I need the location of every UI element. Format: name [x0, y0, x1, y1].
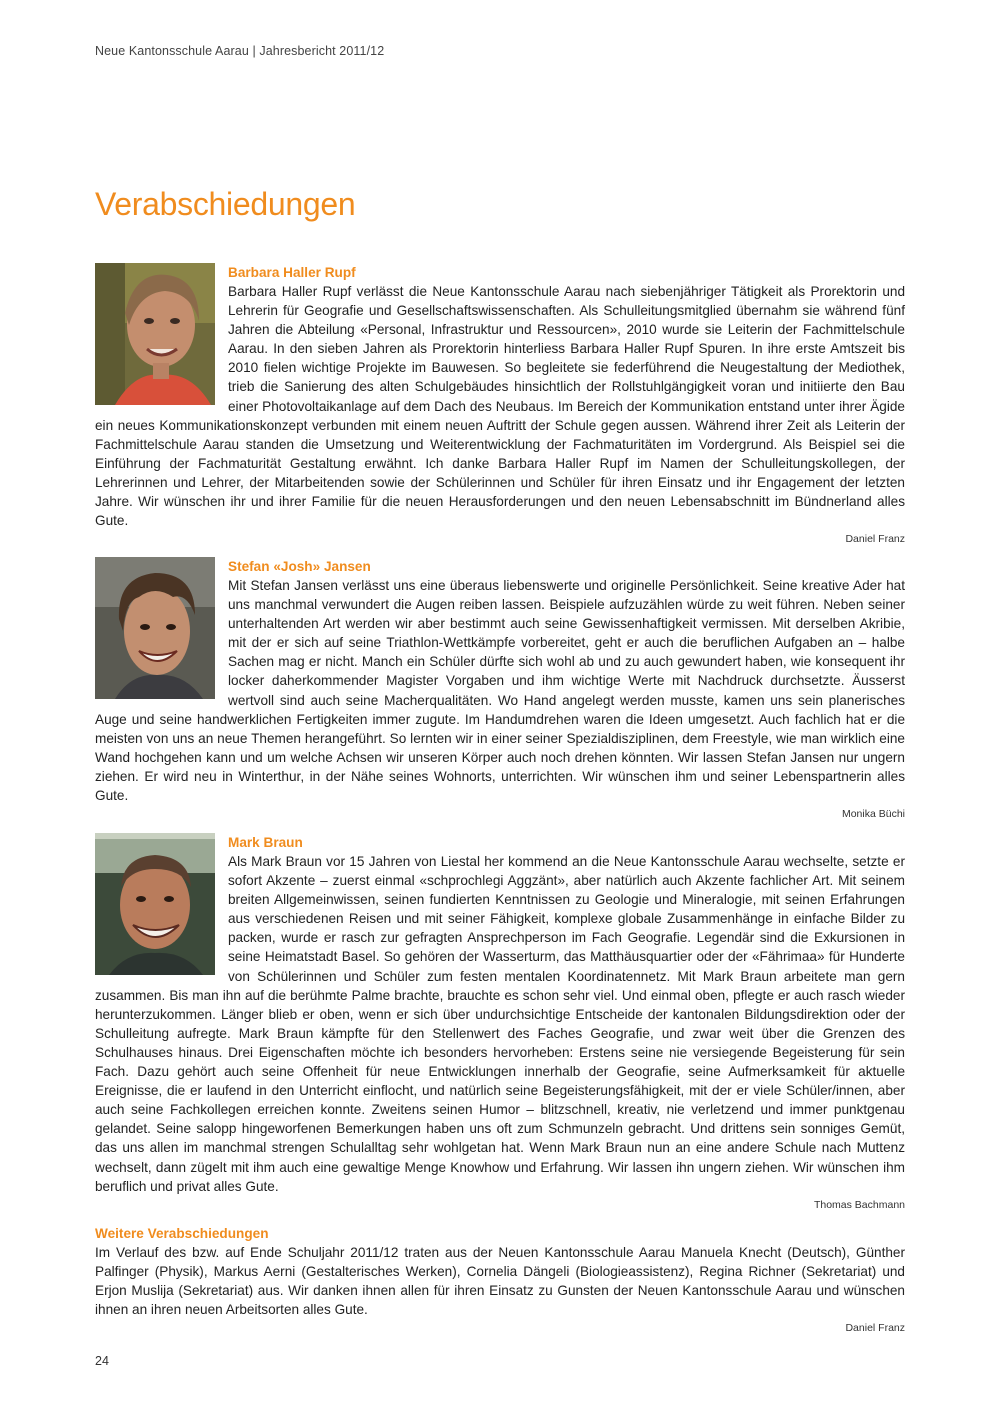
further-text: Im Verlauf des bzw. auf Ende Schuljahr 2011/12 traten aus der Neuen Kantonsschule Aarau Manuela Knecht (Deutsch), Günther Palfinger (Physik), Markus Aerni (Gestalterisches Werken), Cornelia Dängeli (Biologieassistenz), Regina Richner (Sekretariat) und Erjon Muslija (Sekretariat) aus. Wir danken ihnen allen für ihren Einsatz zu Gunsten der Neuen Kantonsschule Aarau und wünschen ihnen an ihren neuen Arbeitsorten alles Gute. [95, 1245, 905, 1318]
entry-name: Barbara Haller Rupf [228, 265, 356, 280]
signature: Monika Büchi [841, 808, 905, 821]
farewell-entry [95, 833, 905, 1211]
entry-name: Mark Braun [228, 835, 303, 850]
page-number: 24 [95, 1354, 109, 1368]
entry-text: Als Mark Braun vor 15 Jahren von Liestal her kommend an die Neue Kantonsschule Aarau wechselte, setzte er sofort Akzente – zuerst einmal «schprochlegi Aggzänt», aber natürlich auch Akzente fachlicher Art. Mit seinem breiten Allgemeinwissen, seinen fundierten Kenntnissen zu Geologie und Mineralogie, mit seinen Erfahrungen aus verschiedenen Reisen und mit seiner Fähigkeit, komplexe globale Zusammenhänge in einfache Bilder zu packen, wurde er rasch zur gefragten Ansprechperson im Fach Geografie. Legendär sind die Exkursionen in seine Heimatstadt Basel. So gehören der Wasserturm, das Matthäusquartier oder der «Fährimaa» für Hunderte von Schülerinnen und Schüler zum festen mentalen Koordinatennetz. Mit Mark Braun arbeitete man gern zusammen. Bis man ihn auf die berühmte Palme brachte, brauchte es schon sehr viel. Und einmal oben, pflegte er auch rasch wieder herunterzukommen. Länger blieb er oben, wenn er sich über undurchsichtige Entscheide der kantonalen Bildungsdirektion oder der Schulleitung aufregte. Mark Braun kämpfte für den Stellenwert des Faches Geografie, und zwar weit über die Grenzen des Schulhauses hinaus. Drei Eigenschaften möchte ich besonders hervorheben: Erstens seine nie versiegende Begeisterung für sein Fach. Dazu gehört auch seine Offenheit für neue Entwicklungen innerhalb der Geografie, seine Aufmerksamkeit für aktuelle Ereignisse, die er laufend in den Unterricht einflocht, und natürlich seine Begeisterungsfähigkeit, mit der er viele Schüler/innen, aber auch seine Fachkollegen erreichen konnte. Zweitens seinen Humor – blitzschnell, kreativ, nie verletzend und immer punktgenau gelandet. Seine salopp hingeworfenen Bemerkungen haben uns oft zum Schmunzeln gebracht. Und drittens sein sonniges Gemüt, das uns allen im manchmal strengen Schulalltag sehr wohlgetan hat. Wenn Mark Braun nun an eine andere Schule nach Muttenz wechselt, dann zügelt mit ihm auch eine gewaltige Menge Knowhow und Erfahrung. Wir lassen ihn ungern ziehen. Wir wünschen ihm beruflich und privat alles Gute. [95, 854, 905, 1194]
portrait-photo [95, 557, 215, 699]
signature: Thomas Bachmann [813, 1198, 905, 1211]
signature: Daniel Franz [845, 1322, 905, 1335]
further-farewells [95, 1224, 905, 1334]
signature: Daniel Franz [845, 533, 905, 546]
entry-text: Barbara Haller Rupf verlässt die Neue Kantonsschule Aarau nach siebenjähriger Tätigkeit als Prorektorin und Lehrerin für Geografie und Gesellschaftswissenschaften. Als Schulleitungsmitglied übernahm sie während fünf Jahren die Abteilung «Personal, Infrastruktur und Ressourcen», 2010 wurde sie Leiterin der Fachmittelschule Aarau. In den sieben Jahren als Prorektorin hinterliess Barbara Haller Rupf Spuren. In ihre erste Amtszeit bis 2010 fielen wichtige Projekte im Bauwesen. So begleitete sie federführend die Neugestaltung der Mediothek, trieb die Sanierung des alten Schulgebäudes hinsichtlich der Rollstuhlgängigkeit voran und initiierte den Bau einer Photovoltaikanlage auf dem Dach des Neubaus. Im Bereich der Kommunikation entstand unter ihrer Ägide ein neues Kommunikationskonzept verbunden mit einem neuen Auftritt der Schule gegen aussen. Während ihrer Zeit als Leiterin der Fachmittelschule Aarau standen die Umsetzung und Weiterentwicklung der Fachmaturitäten im Vordergrund. Als Beispiel sei die Einführung der Fachmaturität Gestaltung erwähnt. Ich danke Barbara Haller Rupf im Namen der Schulleitungskollegen, der Lehrerinnen und Lehrer, der Mitarbeitenden sowie der Schülerinnen und Schüler für ihren Einsatz und ihr Engagement der letzten Jahre. Wir wünschen ihr und ihrer Familie für die neuen Herausforderungen und den neuen Lebensabschnitt im Bündnerland alles Gute. [95, 284, 905, 529]
entry-text: Mit Stefan Jansen verlässt uns eine überaus liebenswerte und originelle Persönlichkeit. Seine kreative Ader hat uns manchmal verwundert die Augen reiben lassen. Beispiele aufzuzählen würde zu weit führen. Neben seiner unterhaltenden Art werden wir aber bestimmt auch seine Gewissenhaftigkeit vermissen. Mit derselben Akribie, mit der er sich auf seine Triathlon-Wettkämpfe vorbereitet, geht er auch die beruflichen Aufgaben an – halbe Sachen mag er nicht. Manch ein Schüler dürfte sich wohl ab und zu auch gewundert haben, wie konsequent ihr locker daherkommender Magister Vorgaben und ihm wichtige Werte mit Nachdruck durchsetzte. Äusserst wertvoll sind auch seine Macherqualitäten. Wo Hand angelegt werden musste, kamen uns sein planerisches Auge und seine handwerklichen Fertigkeiten immer zugute. Im Handumdrehen waren die Ideen umgesetzt. Auch fachlich hat er die meisten von uns an neue Themen herangeführt. So lernten wir in einer seiner Spezialdisziplinen, dem Freestyle, wie man wirklich eine Wand hochgehen kann und um welche Achsen wir unseren Körper auch noch drehen könnten. Wir lassen Stefan Jansen nur ungern ziehen. Er wird neu in Winterthur, in der Nähe seines Wohnorts, unterrichten. Wir wünschen ihm und seiner Lebenspartnerin alles Gute. [95, 578, 905, 804]
portrait-photo [95, 263, 215, 405]
farewell-entry [95, 557, 905, 820]
running-header: Neue Kantonsschule Aarau | Jahresbericht 2011/12 [95, 44, 385, 58]
portrait-photo [95, 833, 215, 975]
further-heading: Weitere Verabschiedungen [95, 1226, 269, 1241]
page-title: Verabschiedungen [95, 186, 356, 222]
farewell-entry [95, 263, 905, 545]
entry-name: Stefan «Josh» Jansen [228, 559, 371, 574]
